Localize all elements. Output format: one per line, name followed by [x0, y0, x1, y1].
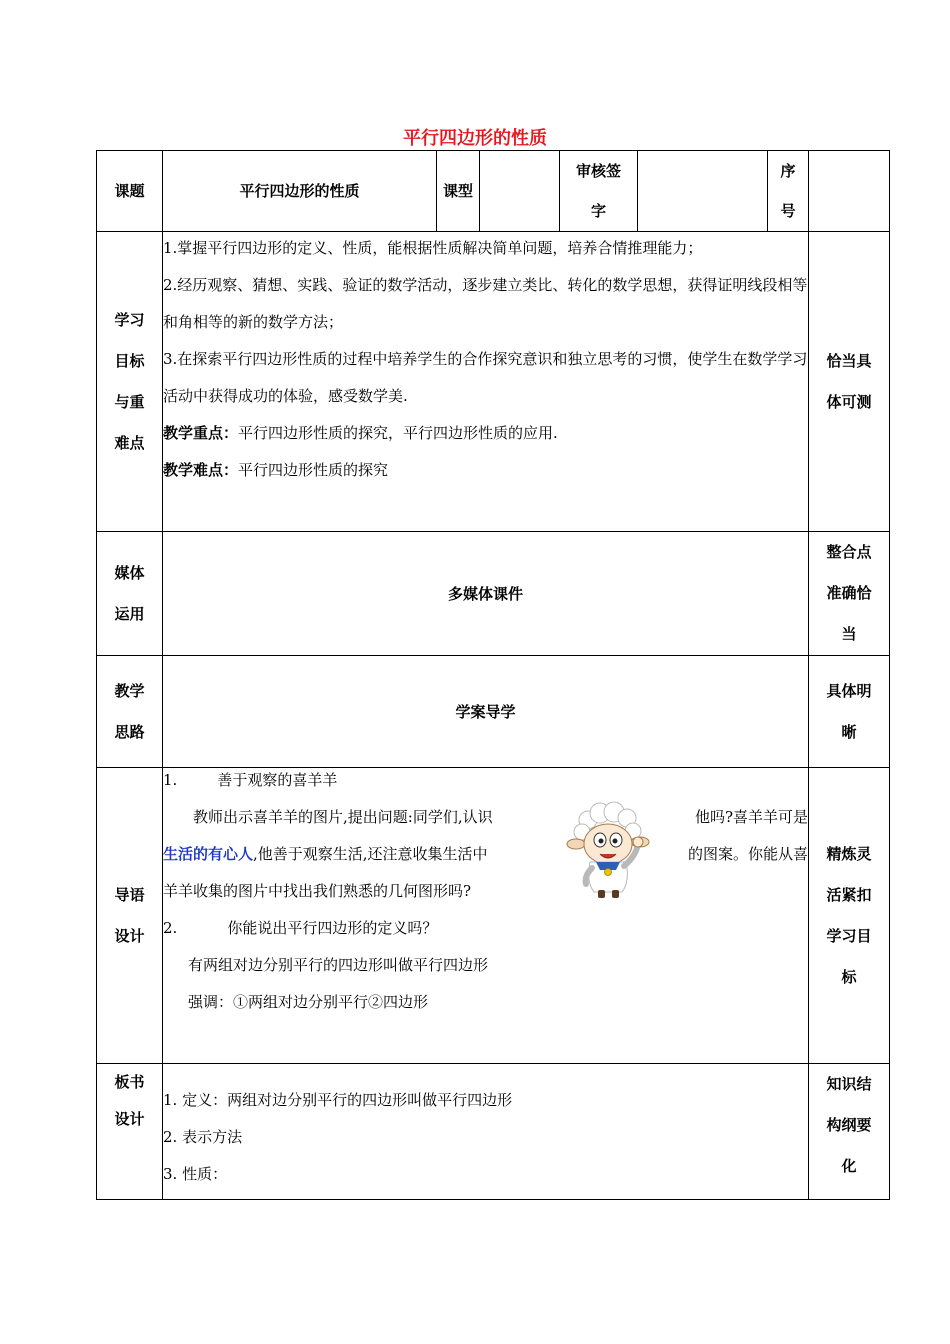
seq-value: [809, 151, 890, 232]
sheep-character-image: [566, 800, 650, 900]
approach-row: [97, 656, 890, 768]
intro-content: [163, 768, 809, 1064]
intro-para-line-3: 羊羊收集的图片中找出我们熟悉的几何图形吗?: [163, 882, 472, 900]
review-value: [638, 151, 768, 232]
board-content: [163, 1064, 809, 1200]
approach-note-text: 具体明晰: [826, 681, 872, 741]
approach-label-text: 教学思路: [114, 681, 145, 741]
page-title: 平行四边形的性质: [403, 128, 547, 149]
definition-text: 有两组对边分别平行的四边形叫做平行四边形: [188, 956, 489, 974]
board-label-text: 板书设计: [114, 1073, 145, 1128]
objective-2: 2.经历观察、猜想、实践、验证的数学活动，逐步建立类比、转化的数学思想，获得证明线段相等和角相等的新的数学方法；: [163, 276, 808, 331]
board-item-1: 1. 定义：两组对边分别平行的四边形叫做平行四边形: [163, 1091, 513, 1109]
topic-label: 课题: [97, 151, 163, 232]
objectives-label: [97, 232, 163, 532]
topic-value: 平行四边形的性质: [163, 151, 437, 232]
objectives-note-text: 恰当具体可测: [826, 351, 872, 411]
intro-item-2: 2. 你能说出平行四边形的定义吗？: [163, 919, 438, 937]
media-note: [809, 532, 890, 656]
objective-3: 3.在探索平行四边形性质的过程中培养学生的合作探究意识和独立思考的习惯，使学生在数学学习活动中获得成功的体验，感受数学美.: [163, 350, 808, 405]
intro-note: [809, 768, 890, 1064]
board-note: [809, 1064, 890, 1200]
lesson-plan-table: [96, 150, 890, 1200]
difficulty-label: 教学难点：: [163, 461, 239, 479]
objective-1: 1.掌握平行四边形的定义、性质，能根据性质解决简单问题，培养合情推理能力；: [163, 239, 703, 257]
intro-label: [97, 768, 163, 1064]
board-row: [97, 1064, 890, 1200]
board-item-2: 2. 表示方法: [163, 1128, 243, 1146]
media-label: [97, 532, 163, 656]
header-row: [97, 151, 890, 232]
objectives-label-text: 学习目标与重难点: [114, 310, 145, 452]
approach-content: 学案导学: [163, 656, 809, 768]
review-label: [560, 151, 638, 232]
board-item-3: 3. 性质：: [163, 1165, 228, 1183]
objectives-content: [163, 232, 809, 532]
board-label: [97, 1064, 163, 1200]
emphasis-text: 强调：①两组对边分别平行②四边形: [188, 993, 429, 1011]
key-point-text: 平行四边形性质的探究，平行四边形性质的应用.: [238, 424, 558, 442]
media-row: [97, 532, 890, 656]
intro-para-line-2: 生活的有心人,他善于观察生活,还注意收集生活中 的图案。你能从喜: [163, 845, 808, 863]
seq-label-text: 序号: [780, 162, 796, 220]
approach-label: [97, 656, 163, 768]
intro-item-1: 1. 善于观察的喜羊羊: [163, 771, 338, 789]
key-point: [163, 415, 808, 452]
intro-note-text: 精炼灵活紧扣学习目标: [826, 844, 872, 986]
media-content: 多媒体课件: [163, 532, 809, 656]
intro-row: [97, 768, 890, 1064]
difficulty-point: [163, 452, 808, 489]
objectives-note: [809, 232, 890, 532]
intro-label-text: 导语设计: [114, 885, 145, 945]
difficulty-text: 平行四边形性质的探究: [238, 461, 389, 479]
type-value: [480, 151, 560, 232]
seq-label: [768, 151, 809, 232]
type-label-text: 课型: [442, 182, 473, 200]
highlight-text: 生活的有心人: [163, 845, 254, 863]
objectives-row: [97, 232, 890, 532]
type-label: [437, 151, 480, 232]
approach-note: [809, 656, 890, 768]
board-note-text: 知识结构纲要化: [826, 1075, 872, 1175]
intro-para-line-1: 教师出示喜羊羊的图片,提出问题:同学们,认识 他吗?喜羊羊可是: [193, 808, 808, 826]
review-label-text: 审核签字: [575, 162, 621, 220]
media-label-text: 媒体运用: [114, 563, 145, 623]
key-point-label: 教学重点：: [163, 424, 239, 442]
media-note-text: 整合点准确恰当: [826, 543, 872, 643]
